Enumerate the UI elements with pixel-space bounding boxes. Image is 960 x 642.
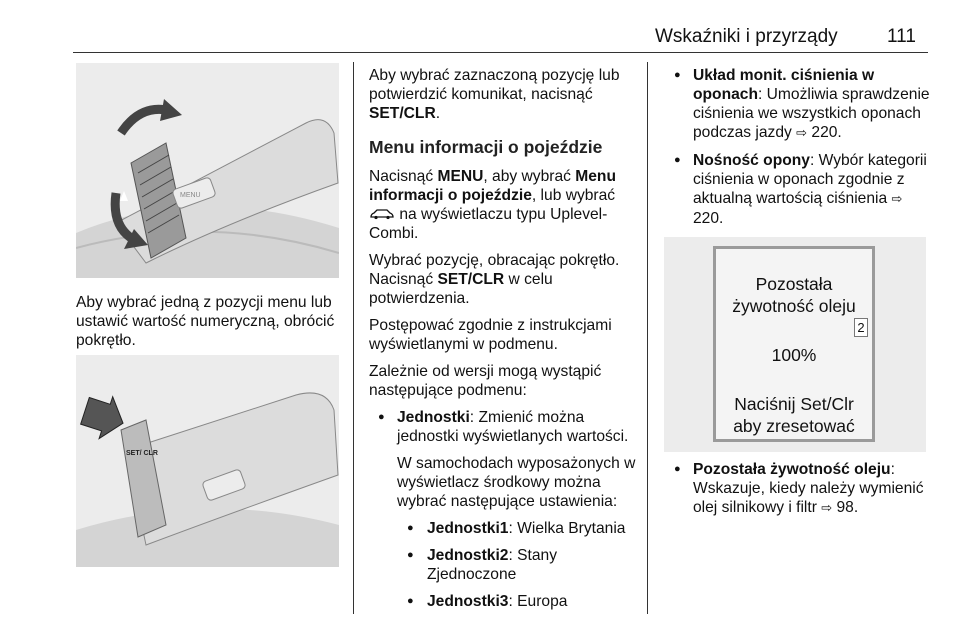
menu-label: MENU xyxy=(437,168,484,185)
instructions-paragraph: Postępować zgodnie z instrukcjami wyświetlanymi w podmenu. xyxy=(369,317,612,353)
page-number: 111 xyxy=(887,26,916,47)
column-divider xyxy=(647,62,648,614)
text-run: w celu potwierdzenia. xyxy=(369,271,553,307)
item-title: Jednostki2 xyxy=(427,547,509,564)
display-page-index: 2 xyxy=(854,318,868,337)
item-title: Układ monit. ciśnienia w oponach xyxy=(693,67,875,103)
header-title: Wskaźniki i przyrządy xyxy=(655,26,838,47)
display-screen xyxy=(713,246,875,442)
stalk-rotate-illustration xyxy=(76,63,339,278)
display-hint-line: aby zresetować xyxy=(733,416,855,436)
item-title: Pozostała żywotność oleju xyxy=(693,461,891,478)
header-rule xyxy=(73,52,928,53)
item-title: Jednostki xyxy=(397,409,470,426)
menu-paragraph xyxy=(369,167,639,243)
page-ref-icon: ⇨ xyxy=(796,126,808,141)
item-text: : Wskazuje, kiedy należy wymienić olej silnikowy i filtr xyxy=(693,461,924,516)
stalk-press-illustration xyxy=(76,355,339,567)
text-run: , lub wybrać xyxy=(531,187,616,204)
sub-list-item xyxy=(369,592,639,611)
sub-list-item xyxy=(369,519,639,538)
text-run: Nacisnąć xyxy=(369,168,438,185)
column-divider xyxy=(353,62,354,614)
page-ref-icon: ⇨ xyxy=(821,501,833,516)
oil-life-display-figure xyxy=(664,237,926,452)
item-title: Nośność opony xyxy=(693,152,810,169)
display-title-line: żywotność oleju xyxy=(732,296,856,316)
stalk-rotate-svg xyxy=(76,63,339,278)
page-ref[interactable]: 98. xyxy=(836,499,859,516)
item-text: : Europa xyxy=(508,593,568,610)
text-run: . xyxy=(435,105,441,122)
list-item xyxy=(665,66,935,143)
text-run: , aby wybrać xyxy=(483,168,576,185)
list-item xyxy=(665,151,935,228)
page-ref-icon: ⇨ xyxy=(891,192,903,207)
page-ref[interactable]: 220. xyxy=(811,124,842,141)
display-value: 100% xyxy=(771,345,817,365)
car-icon xyxy=(369,206,395,223)
display-hint xyxy=(716,393,872,437)
stalk-press-svg xyxy=(76,355,339,567)
menu-name: Menu informacji o pojeździe xyxy=(369,168,616,204)
item-text: : Umożliwia sprawdzenie ciśnienia we wszystkich oponach podczas jazdy xyxy=(693,86,930,141)
display-title xyxy=(716,273,872,317)
item-title: Jednostki1 xyxy=(427,520,509,537)
text-run: na wyświetlaczu typu Uplevel-Combi. xyxy=(369,206,608,242)
list-item xyxy=(369,408,639,446)
setclr-label: SET/CLR xyxy=(369,105,436,122)
setclr-label: SET/CLR xyxy=(437,271,505,288)
rotate-paragraph xyxy=(369,251,639,308)
item-text: : Stany Zjednoczone xyxy=(427,547,558,583)
text-run: Wybrać pozycję, obracając pokrętło. Nacisnąć xyxy=(369,252,620,288)
list-item xyxy=(665,460,935,518)
item-text: : Wybór kategorii ciśnienia w oponach zgodnie z aktualną wartością ciśnienia xyxy=(693,152,927,207)
figure-caption: Aby wybrać jedną z pozycji menu lub ustawić wartość numeryczną, obrócić pokrętło. xyxy=(76,294,335,349)
submenu-intro: Zależnie od wersji mogą wystąpić następujące podmenu: xyxy=(369,363,602,399)
item-text: : Zmienić można jednostki wyświetlanych wartości. xyxy=(397,409,629,445)
page-ref[interactable]: 220. xyxy=(693,210,724,227)
sub-list-item xyxy=(369,546,639,584)
confirm-paragraph xyxy=(369,66,639,123)
item-title: Jednostki3 xyxy=(427,593,509,610)
text-run: Aby wybrać zaznaczoną pozycję lub potwierdzić komunikat, nacisnąć xyxy=(369,67,620,103)
stalk-setclr-label: SET/ CLR xyxy=(126,450,158,457)
display-title-line: Pozostała xyxy=(755,274,833,294)
section-heading: Menu informacji o pojeździe xyxy=(369,137,603,157)
stalk-menu-label: MENU xyxy=(180,192,201,199)
item-text: : Wielka Brytania xyxy=(508,520,626,537)
list-item-extra: W samochodach wyposażonych w wyświetlacz środkowy można wybrać następujące ustawienia: xyxy=(397,455,636,510)
display-hint-line: Naciśnij Set/Clr xyxy=(734,394,854,414)
